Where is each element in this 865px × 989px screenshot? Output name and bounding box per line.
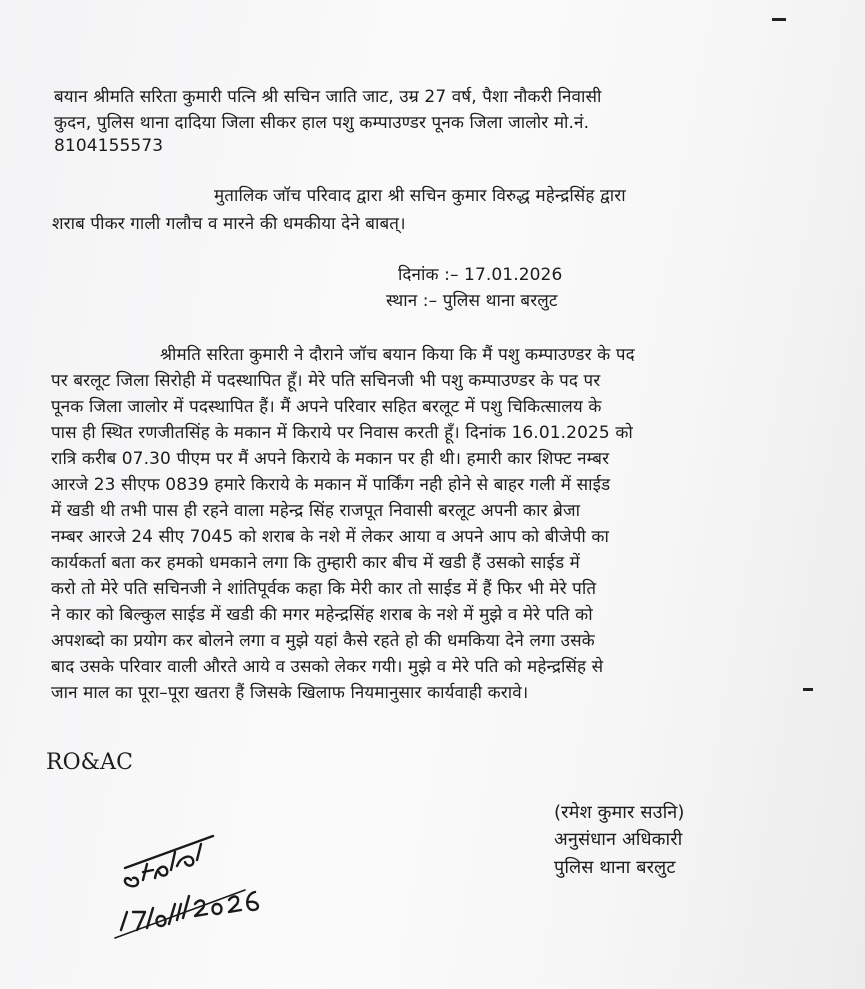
statement-line: बाद उसके परिवार वाली औरते आये व उसको लेकर गयी। मुझे व मेरे पति को महेन्द्रसिंह से xyxy=(51,657,604,677)
statement-line: श्रीमति सरिता कुमारी ने दौराने जॉच बयान किया कि मैं पशु कम्पाउण्डर के पद xyxy=(160,345,635,365)
handwritten-signature xyxy=(95,820,275,950)
statement-line: ने कार को बिल्कुल साईड में खडी की मगर महेन्द्रसिंह शराब के नशे में मुझे व मेरे पति को xyxy=(51,605,593,625)
header-line-1: बयान श्रीमति सरिता कुमारी पत्नि श्री सचिन जाति जाट, उम्र 27 वर्ष, पैशा नौकरी निवासी xyxy=(54,87,602,107)
statement-line: पर बरलूट जिला सिरोही में पदस्थापित हूँ। मेरे पति सचिनजी भी पशु कम्पाउण्डर के पद पर xyxy=(51,371,601,391)
statement-line: करो तो मेरे पति सचिनजी ने शांतिपूर्वक कहा कि मेरी कार तो साईड में हैं फिर भी मेरे पति xyxy=(51,579,597,599)
place-line: स्थान :– पुलिस थाना बरलुट xyxy=(386,291,558,311)
statement-line: पास ही स्थित रणजीतसिंह के मकान में किराये पर निवास करती हूँ। दिनांक 16.01.2025 को xyxy=(51,423,633,443)
statement-line: अपशब्दो का प्रयोग कर बोलने लगा व मुझे यहां कैसे रहते हो की धमकिया देने लगा उसके xyxy=(51,631,595,651)
header-line-2: कुदन, पुलिस थाना दादिया जिला सीकर हाल पशु कम्पाउण्डर पूनक जिला जालोर मो.नं. xyxy=(54,113,590,133)
officer-name: (रमेश कुमार सउनि) xyxy=(554,802,685,823)
statement-line: जान माल का पूरा–पूरा खतरा हैं जिसके खिलाफ नियमानुसार कार्यवाही करावे। xyxy=(51,683,529,703)
statement-line: पूनक जिला जालोर में पदस्थापित हैं। मैं अपने परिवार सहित बरलूट में पशु चिकित्सालय के xyxy=(51,397,602,417)
officer-station: पुलिस थाना बरलुट xyxy=(554,857,676,878)
subject-line-2: शराब पीकर गाली गलौच व मारने की धमकीया देने बाबत्। xyxy=(52,214,406,234)
statement-line: कार्यकर्ता बता कर हमको धमकाने लगा कि तुम्हारी कार बीच में खडी हैं उसको साईड में xyxy=(51,553,580,573)
statement-line: रात्रि करीब 07.30 पीएम पर मैं अपने किराये के मकान पर ही थी। हमारी कार शिफ्ट नम्बर xyxy=(51,449,610,469)
statement-line: में खडी थी तभी पास ही रहने वाला महेन्द्र सिंह राजपूत निवासी बरलूट अपनी कार ब्रेजा xyxy=(51,501,581,521)
header-line-3: 8104155573 xyxy=(54,136,164,156)
stray-mark xyxy=(803,688,813,691)
statement-line: नम्बर आरजे 24 सीए 7045 को शराब के नशे में लेकर आया व अपने आप को बीजेपी का xyxy=(51,527,609,547)
officer-title: अनुसंधान अधिकारी xyxy=(554,829,683,850)
stray-mark xyxy=(772,18,786,21)
statement-line: आरजे 23 सीएफ 0839 हमारे किराये के मकान में पार्किंग नही होने से बाहर गली में साईड xyxy=(51,475,611,495)
subject-line-1: मुतालिक जॉच परिवाद द्वारा श्री सचिन कुमार विरुद्ध महेन्द्रसिंह द्वारा xyxy=(214,186,626,206)
date-line: दिनांक :– 17.01.2026 xyxy=(398,265,563,285)
roac-note: RO&AC xyxy=(46,750,133,775)
